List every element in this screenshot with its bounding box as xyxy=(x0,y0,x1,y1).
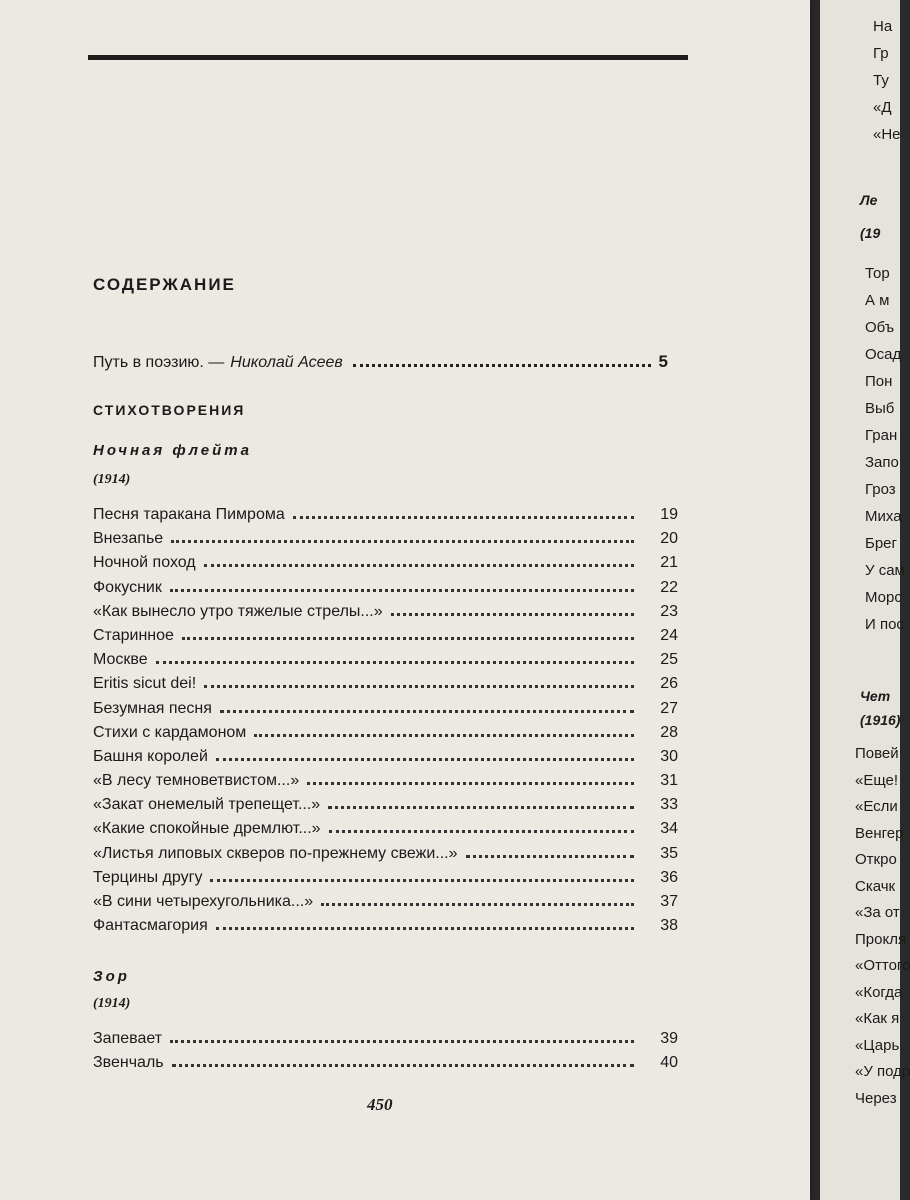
entry-title: Фантасмагория xyxy=(93,917,208,935)
entry-fragment: «У подр xyxy=(855,1063,910,1080)
entry-fragment: Скачк xyxy=(855,877,896,895)
dot-leader xyxy=(353,364,651,367)
entry-fragment: «Д xyxy=(873,99,892,116)
toc-entry xyxy=(93,530,678,554)
entry-title: Стихи с кардамоном xyxy=(93,723,247,741)
entry-title: «В лесу темноветвистом...» xyxy=(93,772,300,790)
entry-fragment: Через xyxy=(855,1089,897,1107)
entry-fragment: Венгер xyxy=(855,824,904,842)
entry-fragment: Повей xyxy=(855,745,899,762)
entry-fragment: Прокля xyxy=(855,930,907,948)
cycle-title-fragment: Чет xyxy=(860,688,891,704)
entry-title: «Закат онемелый трепещет...» xyxy=(93,796,321,814)
entry-page: 20 xyxy=(660,530,678,548)
toc-list xyxy=(93,506,678,941)
entry-page: 22 xyxy=(660,578,678,596)
entry-title: Москве xyxy=(93,651,148,669)
entry-fragment: Гран xyxy=(865,427,898,444)
entry-fragment: Объ xyxy=(865,319,895,336)
cycle-year-fragment: (19 xyxy=(860,225,881,241)
dot-leader xyxy=(156,661,634,664)
entry-page: 27 xyxy=(660,699,678,717)
toc-entry xyxy=(93,651,678,675)
entry-fragment: А м xyxy=(865,292,890,309)
entry-title: Фокусник xyxy=(93,578,162,596)
entry-title: Терцины другу xyxy=(93,868,203,886)
entry-fragment: «Если xyxy=(855,798,898,815)
entry-fragment: Гр xyxy=(873,45,889,62)
toc-entry xyxy=(93,772,678,796)
entry-page: 25 xyxy=(660,651,678,669)
entry-title: Песня таракана Пимрома xyxy=(93,506,285,523)
entry-page: 24 xyxy=(660,626,678,644)
dot-leader xyxy=(216,927,634,930)
entry-title: «Как вынесло утро тяжелые стрелы...» xyxy=(93,602,383,620)
dot-leader xyxy=(170,1040,634,1043)
cycle-title-fragment: Ле xyxy=(860,192,878,208)
entry-page: 31 xyxy=(660,772,678,790)
cycle-title: Ночная флейта xyxy=(93,442,252,459)
toc-entry xyxy=(93,724,678,748)
dot-leader xyxy=(466,855,635,858)
entry-fragment: На xyxy=(873,18,893,35)
entry-title: Старинное xyxy=(93,626,174,644)
dot-leader xyxy=(293,516,634,519)
dot-leader xyxy=(391,613,634,616)
entry-fragment: Морс xyxy=(865,589,902,606)
entry-fragment: Откро xyxy=(855,851,897,868)
entry-page: 39 xyxy=(660,1030,678,1047)
entry-fragment: «Когда xyxy=(855,983,903,1001)
entry-fragment: Брег xyxy=(865,535,897,552)
entry-title: Внезапье xyxy=(93,530,164,548)
entry-fragment: У сам xyxy=(865,562,905,579)
cycle-year: (1914) xyxy=(93,996,131,1011)
toc-entry xyxy=(93,796,678,820)
toc-entry xyxy=(93,554,678,578)
entry-page: 26 xyxy=(660,675,678,693)
entry-fragment: «Оттого xyxy=(855,957,910,974)
dot-leader xyxy=(220,710,634,713)
entry-fragment: Пон xyxy=(865,373,893,390)
toc-entry xyxy=(93,700,678,724)
dot-leader xyxy=(182,637,634,640)
entry-page: 36 xyxy=(660,868,678,886)
toc-entry xyxy=(93,579,678,603)
dot-leader xyxy=(307,782,634,785)
entry-title: «Какие спокойные дремлют...» xyxy=(93,820,321,838)
entry-page: 37 xyxy=(660,893,678,910)
toc-entry xyxy=(93,748,678,772)
entry-title: Звенчаль xyxy=(93,1054,164,1072)
toc-list xyxy=(93,1030,678,1078)
intro-author: Николай Асеев xyxy=(230,354,343,371)
entry-fragment: «Не xyxy=(873,126,901,143)
toc-entry xyxy=(93,820,678,844)
toc-entry xyxy=(93,917,678,941)
entry-title: Безумная песня xyxy=(93,699,212,717)
dot-leader xyxy=(216,758,634,761)
entry-fragment: Тор xyxy=(865,265,890,282)
dot-leader xyxy=(172,1064,634,1067)
entry-page: 38 xyxy=(660,917,678,935)
top-rule xyxy=(88,55,688,60)
entry-page: 21 xyxy=(660,554,678,572)
entry-fragment: Запо xyxy=(865,454,899,471)
dot-leader xyxy=(170,589,634,592)
toc-entry xyxy=(93,893,678,917)
entry-fragment: «Еще! xyxy=(855,771,899,789)
intro-title: Путь в поэзию. — xyxy=(93,354,225,371)
toc-entry xyxy=(93,675,678,699)
cycle-year-fragment: (1916) xyxy=(860,712,901,728)
section-title: СТИХОТВОРЕНИЯ xyxy=(93,402,246,418)
entry-page: 35 xyxy=(660,844,678,862)
toc-entry xyxy=(93,506,678,530)
dot-leader xyxy=(328,806,634,809)
entry-fragment: «Как я xyxy=(855,1010,900,1027)
entry-fragment: Выб xyxy=(865,400,895,417)
entry-fragment: «Царь xyxy=(855,1036,900,1054)
adjacent-page xyxy=(820,0,910,1200)
dot-leader xyxy=(329,830,634,833)
page-number: 450 xyxy=(367,1095,393,1114)
entry-page: 23 xyxy=(660,602,678,620)
entry-fragment: Миха xyxy=(865,508,902,525)
cycle-title: Зор xyxy=(93,968,130,985)
entry-fragment: «За от xyxy=(855,904,900,921)
entry-page: 40 xyxy=(660,1054,678,1072)
toc-entry xyxy=(93,869,678,893)
dot-leader xyxy=(204,685,634,688)
entry-title: Запевает xyxy=(93,1030,163,1047)
dot-leader xyxy=(204,564,634,567)
entry-title: «Листья липовых скверов по-прежнему свежи...» xyxy=(93,844,458,862)
contents-title: СОДЕРЖАНИЕ xyxy=(93,275,236,294)
entry-fragment: Осад xyxy=(865,346,902,363)
cycle-year: (1914) xyxy=(93,472,131,487)
dot-leader xyxy=(321,903,634,906)
dot-leader xyxy=(254,734,634,737)
entry-title: Ночной поход xyxy=(93,554,196,572)
intro-page: 5 xyxy=(658,352,668,371)
entry-title: Башня королей xyxy=(93,747,208,765)
entry-fragment: Гроз xyxy=(865,481,896,498)
dot-leader xyxy=(171,540,634,543)
show-through-text xyxy=(300,60,760,82)
entry-fragment: Ту xyxy=(873,72,889,89)
entry-page: 34 xyxy=(660,820,678,838)
intro-entry xyxy=(93,352,668,372)
toc-entry xyxy=(93,1054,678,1078)
entry-title: «В сини четырехугольника...» xyxy=(93,893,314,910)
toc-entry xyxy=(93,845,678,869)
toc-entry xyxy=(93,1030,678,1054)
entry-page: 33 xyxy=(660,796,678,814)
dot-leader xyxy=(210,879,634,882)
entry-page: 30 xyxy=(660,747,678,765)
entry-title: Eritis sicut dei! xyxy=(93,675,197,693)
toc-entry xyxy=(93,603,678,627)
toc-entry xyxy=(93,627,678,651)
entry-page: 28 xyxy=(660,723,678,741)
entry-fragment: И пос xyxy=(865,616,904,633)
entry-page: 19 xyxy=(660,506,678,523)
